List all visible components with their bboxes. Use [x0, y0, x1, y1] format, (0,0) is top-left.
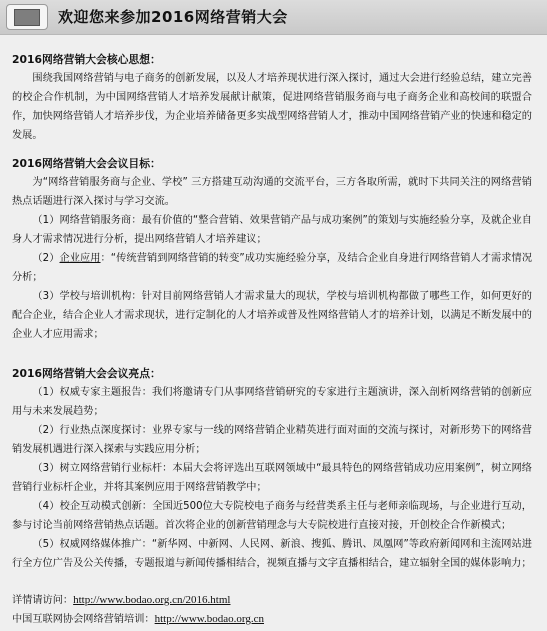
goals-item-3: （3）学校与培训机构：针对目前网络营销人才需求量大的现状，学校与培训机构都做了哪些工作，如何更好的配合企业，结合企业人才需求现状，进行定制化的人才培养或普及性网络营销人才的培养计划，以满足不断发展中的企业人才应用需求；	[12, 291, 532, 340]
goals-item-2-underlined: 企业应用	[59, 253, 101, 264]
highlight-item-2: （2）行业热点深度探讨：业界专家与一线的网络营销企业精英进行面对面的交流与探讨，对新形势下的网络营销发展机遇进行深入探索与实践应用分析；	[12, 425, 532, 455]
details-link[interactable]: http://www.bodao.org.cn/2016.html	[73, 594, 231, 606]
training-label: 中国互联网协会网络营销培训：	[12, 614, 155, 625]
section-title-goals: 2016网络营销大会会议目标：	[12, 157, 161, 170]
highlight-item-3: （3）树立网络营销行业标杆：本届大会将评选出互联网领域中“最具特色的网络营销成功应用案例”，树立网络营销行业标杆企业，并将其案例应用于网络营销教学中；	[12, 463, 532, 493]
details-label: 详情请访问：	[12, 595, 74, 606]
section-title-highlights: 2016网络营销大会会议亮点：	[12, 367, 161, 380]
details-line	[12, 591, 230, 610]
screen-icon	[6, 4, 48, 30]
highlight-item-5: （5）权威网络媒体推广：“新华网、中新网、人民网、新浪、搜狐、腾讯、凤凰网”等政府新闻网和主流网站进行全方位广告及公关传播，专题报道与新闻传播相结合，视频直播与文字直播相结合，建立辐射全国的媒体影响力；	[12, 539, 532, 569]
goals-item-1: （1）网络营销服务商：最有价值的“整合营销、效果营销产品与成功案例”的策划与实施经验分享，及就企业自身人才需求情况进行分析，提出网络营销人才培养建议；	[12, 215, 532, 245]
goals-item-2-prefix: （2）	[32, 253, 60, 264]
section-title-core-idea: 2016网络营销大会核心思想：	[12, 53, 161, 66]
training-line	[12, 610, 264, 629]
core-idea-paragraph: 围绕我国网络营销与电子商务的创新发展，以及人才培养现状进行深入探讨，通过大会进行经验总结，建立完善的校企合作机制，为中国网络营销人才培养发展献计献策，促进网络营销服务商与电子商务企业和高校间的联盟合作，加快网络营销人才培养步伐，为企业培养储备更多实战型网络营销人才，推动中国网络营销产业的快速和稳定的发展。	[12, 73, 532, 141]
goals-item-2-text: ：“传统营销到网络营销的转变”成功实施经验分享，及结合企业自身进行网络营销人才需求情况分析；	[12, 253, 532, 283]
page-header	[0, 0, 547, 35]
page-title: 欢迎您来参加2016网络营销大会	[58, 8, 288, 26]
training-link[interactable]: http://www.bodao.org.cn	[154, 613, 265, 625]
highlight-item-1: （1）权威专家主题报告：我们将邀请专门从事网络营销研究的专家进行主题演讲，深入剖析网络营销的创新应用与未来发展趋势；	[12, 387, 532, 417]
goals-intro-paragraph: 为“网络营销服务商与企业、学校” 三方搭建互动沟通的交流平台，三方各取所需，就时下共同关注的网络营销热点话题进行深入探讨与学习交流。	[12, 177, 532, 207]
article-body	[0, 42, 547, 631]
goals-item-2	[12, 249, 532, 287]
highlight-item-4: （4）校企互动模式创新：全国近500位大专院校电子商务与经营类系主任与老师亲临现场，与企业进行互动，参与讨论当前网络营销热点话题。首次将企业的创新营销理念与大专院校进行直接对接，开创校企合作新模式；	[12, 501, 532, 531]
